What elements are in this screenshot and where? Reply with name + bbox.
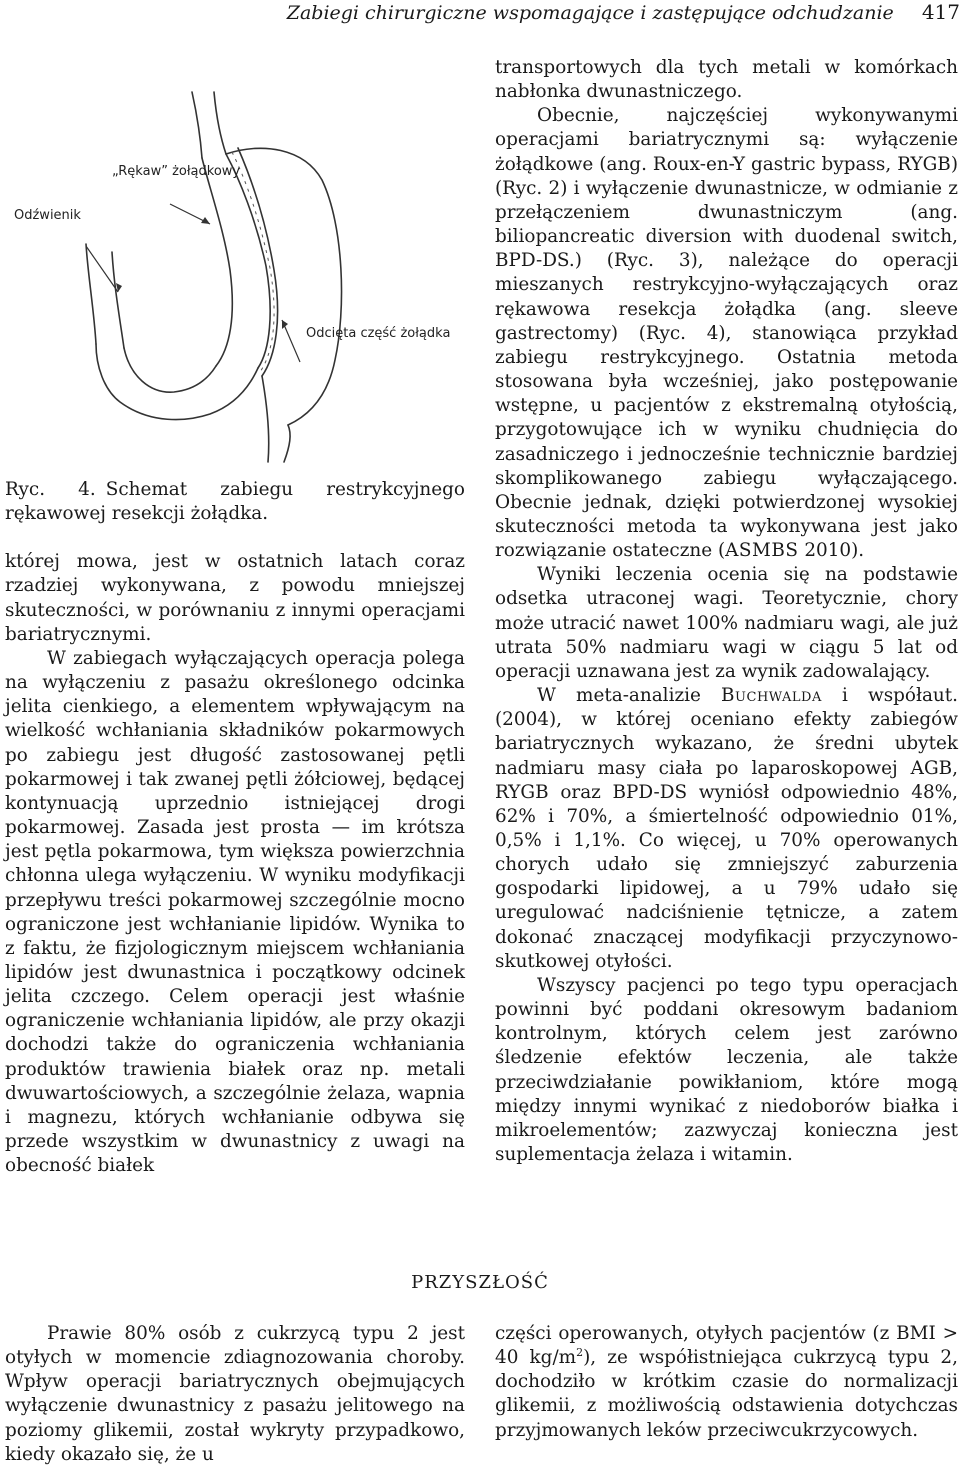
paragraph: W zabiegach wyłączających operacja polega na wyłączeniu z pasażu określonego odcinka jelita cienkiego, a elementem wpływającym na wielkość wchłaniania składników pokarmowych po zabiegu jest długość zastosowanej pętli pokarmowej i tak zwanej pętli żółciowej, będącej kontynuacją uprzednio istniejącej drogi pokarmowej. Zasada jest prosta — im krótsza jest pętla pokarmowa, tym większa powierzchnia chłonna ulega wyłączeniu. W wyniku modyfikacji przepływu treści pokarmowej szczególnie mocno ograniczone jest wchłanianie lipidów. Wynika to z faktu, że fizjologicznym miejscem wchłaniania lipidów jest dwunastnica i początkowy odcinek jelita czczego. Celem operacji jest właśnie ograniczenie wchłaniania lipidów, ale przy okazji dochodzi także do ograniczenia wchłaniania produktów trawienia białek oraz np. metali dwuwartościowych, a szczególnie żelaza, wapnia i magnezu, których wchłanianie odbywa się przede wszystkim w dwunastnicy z uwagi na obecność białek [5,647,465,1177]
left-column [5,478,465,1178]
section-title: PRZYSZŁOŚĆ [411,1272,549,1293]
citation-asmbs: ASMBS [725,540,799,562]
paragraph: Wszyscy pacjenci po tego typu operacjach powinni być poddani okresowym badaniom kontrolnym, których celem jest zarówno śledzenie efektów leczenia, ale także przeciwdziałanie powikłaniom, które mogą między innymi wynikać z niedoborów białka i mikroelementów; zazwyczaj konieczna jest suplementacja żelaza i witamin. [495,974,958,1166]
paragraph: Prawie 80% osób z cukrzycą typu 2 jest otyłych w momencie zdiagnozowania choroby. Wpływ operacji bariatrycznych obejmujących wyłączenie dwunastnicy z pasażu jelitowego na poziomy glikemii, został wykryty przypadkowo, kiedy okazało się, że u [5,1323,465,1465]
paragraph-text: części operowanych, otyłych pacjentów (z BMI > 40 kg/m [495,1323,958,1369]
label-pylorus: Odźwienik [14,208,81,223]
paragraph [495,1322,958,1443]
paragraph [495,684,958,974]
paragraph-text: 2010). [798,540,865,562]
running-head [200,0,960,26]
figure-sleeve-gastrectomy [0,30,470,470]
paragraph: Wyniki leczenia ocenia się na podstawie odsetka utraconej wagi. Teoretycznie, chory może utracić nawet 100% nadmiaru wagi, ale już utrata 50% nadmiaru wagi w ciągu 5 lat od operacji uznawana jest za wynik zadowalający. [495,564,958,682]
paragraph-text: W meta-analizie [537,685,722,707]
caption-text: Schemat zabiegu restrykcyjnego rękawowej resekcji żołądka. [5,479,465,525]
paragraph-text: i współaut. (2004), w której oceniano efekty zabiegów bariatrycznych wykazano, że średni ubytek nadmiaru masy ciała po laparoskopowej AGB, RYGB oraz BPD-DS wyniósł odpowiednio 48%, 62% i 70%, a śmiertelność odpowiednio 01%, 0,5% i 1,1%. Co więcej, u 70% operowanych chorych udało się zmniejszyć zaburzenia gospodarki lipidowej, a u 79% udało się uregulować nadciśnienie tętnicze, a zatem dokonać znaczącej modyfikacji przyczynowo-skutkowej otyłości. [495,685,958,972]
section-left-column [5,1322,465,1467]
superscript: 2 [576,1346,584,1360]
paragraph: której mowa, jest w ostatnich latach coraz rzadziej wykonywana, z powodu mniejszej skuteczności, w porównaniu z innymi operacjami bariatrycznymi. [5,551,465,645]
label-removed-part: Odcięta część żołądka [306,326,451,341]
citation-author: Buchwalda [721,685,822,707]
paragraph: transportowych dla tych metali w komórkach nabłonka dwunastniczego. [495,57,958,103]
paragraph-text: Obecnie, najczęściej wykonywanymi operacjami bariatrycznymi są: wyłączenie żołądkowe (ang. Roux-en-Y gastric bypass, RYGB) (Ryc. 2) i wyłączenie dwunastnicze, w odmianie z przełączeniem dwunastniczym (ang. biliopancreatic diversion with duodenal switch, BPD-DS.) (Ryc. 3), należące do operacji mieszanych restrykcyjno-wyłączających oraz rękawowa resekcja żołądka (ang. sleeve gastrectomy) (Ryc. 4), stanowiąca przykład zabiegu restrykcyjnego. Ostatnia metoda stosowana była wcześniej, jako postępowanie wstępne, u pacjentów z ekstremalną otyłością, przygotowujące ich w wyniku chudnięcia do zasadniczego i jednocześnie technicznie bardziej skomplikowanego zabiegu wyłączającego. Obecnie jednak, dzięki potwierdzonej wysokiej skuteczności metoda ta wykonywana jest jako rozwiązanie ostateczne ( [495,105,958,562]
paragraph [495,104,958,563]
page-number: 417 [921,0,960,24]
figure-caption [5,478,465,526]
right-column [495,56,958,1167]
caption-label: Ryc. 4. [5,479,96,500]
stomach-schematic [0,30,470,470]
paragraph-text: ), ze współistniejąca cukrzycą typu 2, dochodziło w krótkim czasie do normalizacji glikemii, z możliwością odstawienia dotychczas przyjmowanych leków przeciwcukrzycowych. [495,1347,958,1441]
label-sleeve: „Rękaw” żołądkowy [112,164,241,179]
running-title: Zabiegi chirurgiczne wspomagające i zastępujące odchudzanie [286,2,894,24]
section-right-column [495,1322,958,1443]
